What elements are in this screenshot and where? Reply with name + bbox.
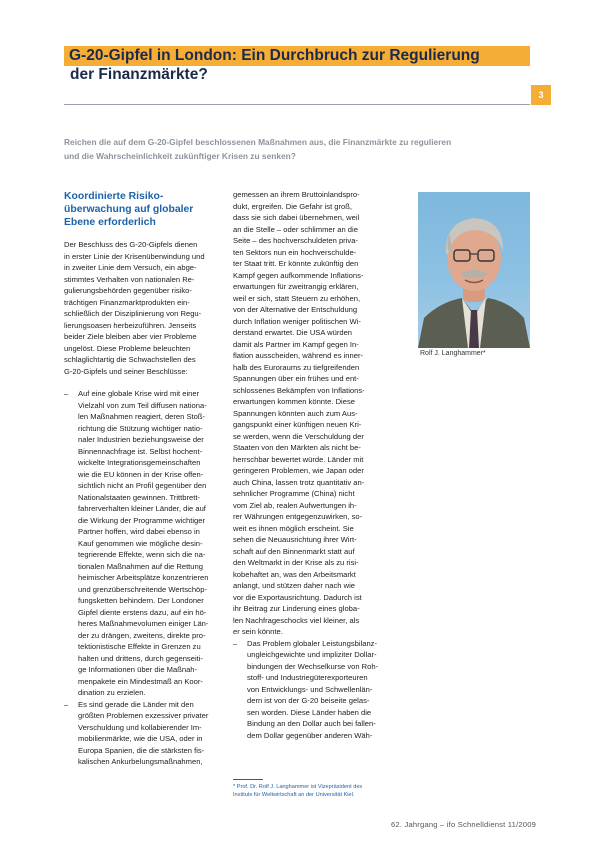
author-footnote bbox=[233, 784, 362, 800]
text-line: weil er sich, statt Steuern zu erhöhen, bbox=[233, 293, 361, 303]
text-line: lierungsoasen herbeizuführen. Jenseits bbox=[64, 320, 197, 330]
text-line: Spannungen könnten auch zum Aus- bbox=[233, 408, 358, 418]
text-line: kalischen Ankurbelungsmaßnahmen, bbox=[78, 757, 203, 766]
text-line: mobilienmärkte, wie die USA, oder in bbox=[78, 734, 203, 743]
page-number-badge: 3 bbox=[531, 85, 551, 105]
text-line: Staaten von den Märkten als nicht be- bbox=[233, 443, 361, 452]
text-column-left bbox=[64, 190, 226, 768]
text-line: G-20-Gipfels und seiner Beschlüsse: bbox=[64, 366, 188, 376]
text-line: ihr Beitrag zur Linderung eines globa- bbox=[233, 604, 360, 613]
text-line: von Entwicklungs- und Schwellenlän- bbox=[247, 684, 373, 694]
text-line: len Maßnahmen reagiert, deren Stoß- bbox=[78, 412, 206, 421]
text-line: Kampf gegen aufkommende Inflations- bbox=[233, 270, 364, 280]
article-title-line-1: G-20-Gipfel in London: Ein Durchbruch zur Regulierung bbox=[69, 47, 480, 64]
text-line: Es sind gerade die Länder mit den bbox=[78, 699, 194, 709]
text-line: Gipfel diente erstens dazu, auf ein hö- bbox=[78, 607, 207, 617]
lead-question bbox=[64, 136, 544, 163]
text-line: Partner hoffen, wird dabei ebenso in bbox=[78, 527, 200, 536]
text-line: geringeren Problemen, wie Japan oder bbox=[233, 466, 364, 475]
text-line: heres Maßnahmevolumen einiger Län- bbox=[78, 619, 209, 628]
text-line: ten Sektors nun ein hochverschulde- bbox=[233, 247, 357, 257]
footnote-line: * Prof. Dr. Rolf J. Langhammer ist Vizepräsident des bbox=[233, 784, 363, 790]
text-line: rer Währungen entgegenzuwirken, so- bbox=[233, 512, 363, 521]
text-line: tektionistische Effekte in Grenzen zu bbox=[78, 642, 201, 651]
text-line: erwartungen kommen könnte. Diese bbox=[233, 397, 355, 406]
text-line: trächtigen Finanzmarktprodukten ein- bbox=[64, 297, 190, 307]
text-line: an die Stelle – oder schlimmer an die bbox=[233, 224, 358, 234]
article-title-line-2: der Finanzmärkte? bbox=[70, 66, 208, 83]
text-line: schaft auf den Binnenmarkt statt auf bbox=[233, 546, 355, 556]
text-line: flation ausscheiden, während es inner- bbox=[233, 351, 364, 360]
footnote-divider bbox=[233, 779, 263, 780]
text-line: auch China, lassen trotz quantitativ an- bbox=[233, 477, 365, 487]
lead-line: und die Wahrscheinlichkeit zukünftiger Krisen zu senken? bbox=[64, 150, 296, 161]
text-line: Binnennachfrage ist. Selbst hochent- bbox=[78, 446, 203, 456]
text-line: erwartungen für zweitrangig erklären, bbox=[233, 282, 359, 291]
text-line: Kauf genommen wie mögliche desin- bbox=[78, 538, 203, 548]
text-line: kobehaftet an, was den Arbeitsmarkt bbox=[233, 569, 356, 579]
title-divider bbox=[64, 104, 530, 105]
bullet-item bbox=[64, 388, 226, 699]
text-line: anlangt, und stützen daher nach wie bbox=[233, 581, 356, 590]
text-line: und grenzüberschreitende Wertschöp- bbox=[78, 584, 208, 594]
text-line: ter Staat tritt. Er könnte zukünftig den bbox=[233, 259, 359, 268]
text-line: er sein könnte. bbox=[233, 627, 283, 636]
text-line: bindungen der Wechselkurse von Roh- bbox=[247, 661, 379, 671]
text-line: sichtlich nicht an Profil gegenüber den bbox=[78, 481, 207, 490]
lead-line: Reichen die auf dem G-20-Gipfel beschlossenen Maßnahmen aus, die Finanzmärkte zu regulieren bbox=[64, 137, 452, 147]
text-line: ungelöst. Diese Probleme beleuchten bbox=[64, 343, 191, 353]
text-line: vor die Exportausrichtung. Dadurch ist bbox=[233, 592, 362, 602]
text-line: stimmtes Verhalten von nationalen Re- bbox=[64, 274, 195, 284]
text-line: halten und drittens, durch gegenseiti- bbox=[78, 653, 203, 663]
text-line: Spannungen über ein frühes und ent- bbox=[233, 374, 359, 383]
heading-line: Koordinierte Risiko- bbox=[64, 191, 164, 202]
text-line: fahrerverhalten kleiner Länder, die auf bbox=[78, 504, 206, 513]
text-line: Seite – des hochverschuldeten priva- bbox=[233, 236, 358, 245]
text-line: Das Problem globaler Leistungsbilanz- bbox=[247, 638, 378, 648]
text-line: ge Informationen über die Maßnah- bbox=[78, 665, 198, 674]
text-line: der zu drängen, zweitens, direkte pro- bbox=[78, 630, 206, 640]
text-line: tegrierende Effekte, wenn sich die na- bbox=[78, 550, 206, 559]
text-line: gemessen an ihrem Bruttoinlandspro- bbox=[233, 190, 360, 199]
text-line: Verschuldung und kollabierender Im- bbox=[78, 722, 202, 732]
text-line: naler Industrien beziehungsweise der bbox=[78, 435, 204, 444]
text-line: Europa Spanien, die die stärksten fis- bbox=[78, 745, 205, 755]
text-line: menpakete ein Mindestmaß an Koor- bbox=[78, 676, 203, 686]
text-line: se werden, wenn die Verschuldung der bbox=[233, 431, 364, 441]
text-line: heimischer Arbeitsplätze konzentrieren bbox=[78, 573, 209, 582]
text-line: wie die EU können in der Krise offen- bbox=[78, 469, 204, 479]
text-line: gulierungsbehörden gegenüber risiko- bbox=[64, 286, 192, 295]
text-column-middle bbox=[233, 189, 398, 741]
text-line: ungleichgewichte und impliziter Dollar- bbox=[247, 650, 377, 659]
text-line: herrschbar bewertet würde. Länder mit bbox=[233, 454, 364, 464]
text-line: dukt, ergreifen. Die Gefahr ist groß, bbox=[233, 201, 353, 211]
text-line: halb des Euroraums zu tiefgreifenden bbox=[233, 362, 360, 372]
bullet-dash: – bbox=[64, 699, 69, 709]
text-line: größten Problemen exzessiver privater bbox=[78, 711, 209, 720]
footnote-line: Instituts für Weltwirtschaft an der Universität Kiel. bbox=[233, 791, 355, 798]
text-line: Nationalstaaten gewinnen. Trittbrett- bbox=[78, 492, 200, 502]
text-line: weit es ihnen möglich erscheint. Sie bbox=[233, 523, 354, 533]
bullet-dash: – bbox=[233, 638, 238, 648]
text-line: die Wirkung der Programme wichtiger bbox=[78, 515, 206, 525]
bullet-dash: – bbox=[64, 389, 69, 398]
text-line: richtung die Stützung wichtiger natio- bbox=[78, 423, 203, 433]
text-line: Der Beschluss des G-20-Gipfels dienen bbox=[64, 240, 198, 249]
text-line: in erster Linie der Krisenüberwindung und bbox=[64, 251, 205, 261]
continued-paragraph bbox=[233, 189, 398, 638]
text-line: sehen die Neuausrichtung ihrer Wirt- bbox=[233, 535, 357, 544]
text-line: fungsketten behindern. Der Londoner bbox=[78, 596, 204, 605]
photo-caption: Rolf J. Langhammer* bbox=[420, 350, 486, 357]
text-line: tionalen Maßnahmen auf die Rettung bbox=[78, 561, 203, 571]
section-heading bbox=[64, 190, 226, 229]
bullet-item bbox=[233, 638, 398, 742]
text-line: damit als Partner im Kampf gegen In- bbox=[233, 339, 359, 349]
text-line: len Nachfrageschocks viel kleiner, als bbox=[233, 615, 360, 625]
text-line: dination zu erzielen. bbox=[78, 688, 146, 697]
text-line: schlaglichtartig die Schwachstellen des bbox=[64, 355, 196, 364]
text-line: schlossenes Bekämpfen von Inflations- bbox=[233, 385, 365, 395]
text-line: beider Ziele bleiben aber vier Probleme bbox=[64, 332, 197, 341]
text-line: Bindung an den Dollar auch bei fallen- bbox=[247, 719, 376, 728]
text-line: Auf eine globale Krise wird mit einer bbox=[78, 389, 200, 398]
author-portrait-illustration bbox=[418, 192, 530, 348]
text-line: derstand erwartet. Die USA würden bbox=[233, 328, 353, 337]
text-line: dass sie sich dabei übernehmen, weil bbox=[233, 213, 360, 222]
text-line: wickelte Integrationsgemeinschaften bbox=[78, 458, 201, 467]
text-line: in zweiter Linie dem Versuch, ein abge- bbox=[64, 263, 197, 272]
author-photo bbox=[418, 192, 530, 348]
text-line: dern ist von der G-20 beiseite gelas- bbox=[247, 696, 370, 705]
heading-line: überwachung auf globaler bbox=[64, 204, 194, 215]
text-line: von der Alternative der Entschuldung bbox=[233, 305, 358, 314]
text-line: Vielzahl von zum Teil diffusen nationa- bbox=[78, 400, 207, 410]
text-line: sehnlicher Programme (China) nicht bbox=[233, 489, 355, 498]
text-line: stoff- und Industriegüterexporteuren bbox=[247, 673, 368, 682]
bullet-item bbox=[64, 699, 226, 768]
text-line: vom Ziel ab, realen Aufwertungen ih- bbox=[233, 500, 357, 510]
intro-paragraph bbox=[64, 239, 226, 377]
heading-line: Ebene erforderlich bbox=[64, 217, 156, 228]
text-line: den Weltmarkt in der Krise als zu risi- bbox=[233, 558, 359, 567]
text-line: schließlich der Disziplinierung von Regu- bbox=[64, 309, 202, 318]
page-footer: 62. Jahrgang – ifo Schnelldienst 11/2009 bbox=[391, 820, 537, 829]
text-line: durch Inflation weniger politischen Wi- bbox=[233, 316, 361, 326]
text-line: gangspunkt einer künftigen neuen Kri- bbox=[233, 420, 362, 429]
text-line: dem Dollar gegenüber anderen Wäh- bbox=[247, 730, 373, 740]
text-line: sen worden. Diese Länder haben die bbox=[247, 707, 372, 717]
